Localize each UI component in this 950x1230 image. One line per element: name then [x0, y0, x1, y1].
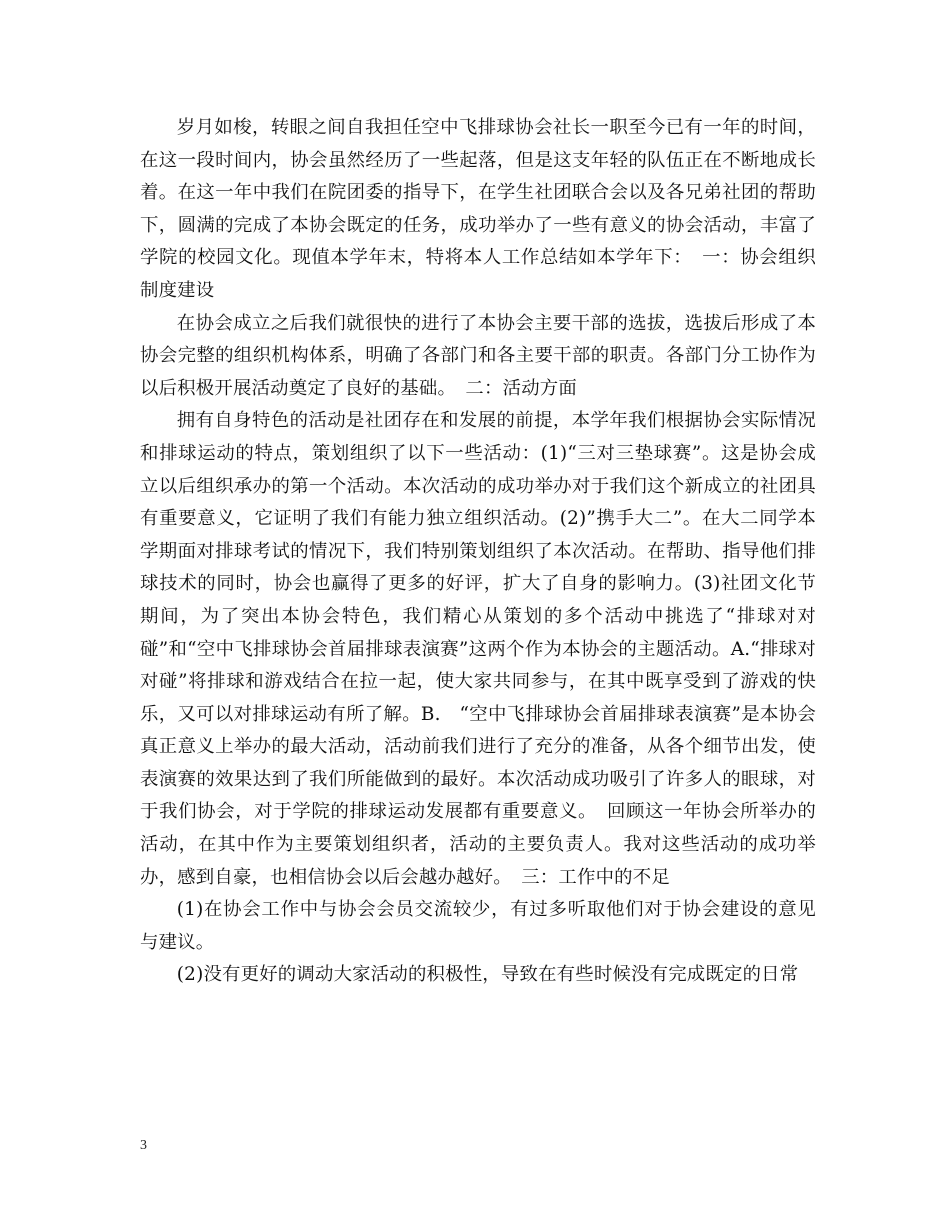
paragraph-shortcoming-2: (2)没有更好的调动大家活动的积极性，导致在有些时候没有完成既定的日常 [176, 964, 799, 986]
document-body [140, 112, 816, 992]
paragraph-activities: 拥有自身特色的活动是社团存在和发展的前提，本学年我们根据协会实际情况和排球运动的特点，策划组织了以下一些活动：(1)“三对三垫球赛”。这是协会成立以后组织承办的第一个活动。本次活动的成功举办对于我们这个新成立的社团具有重要意义，它证明了我们有能力独立组织活动。(2)”携手大二”。在大二同学本学期面对排球考试的情况下，我们特别策划组织了本次活动。在帮助、指导他们排球技术的同时，协会也赢得了更多的好评，扩大了自身的影响力。(3)社团文化节期间，为了突出本协会特色，我们精心从策划的多个活动中挑选了“排球对对碰”和“空中飞排球协会首届排球表演赛”这两个作为本协会的主题活动。A.“排球对对碰”将排球和游戏结合在拉一起，使大家共同参与，在其中既享受到了游戏的快乐，又可以对排球运动有所了解。B. “空中飞排球协会首届排球表演赛”是本协会真正意义上举办的最大活动，活动前我们进行了充分的准备，从各个细节出发，使表演赛的效果达到了我们所能做到的最好。本次活动成功吸引了许多人的眼球，对于我们协会，对于学院的排球运动发展都有重要意义。 回顾这一年协会所举办的活动，在其中作为主要策划组织者，活动的主要负责人。我对这些活动的成功举办，感到自豪，也相信协会以后会越办越好。 三：工作中的不足 [140, 410, 816, 888]
page-number: 3 [140, 1138, 147, 1153]
paragraph-organization: 在协会成立之后我们就很快的进行了本协会主要干部的选拔，选拔后形成了本协会完整的组织机构体系，明确了各部门和各主要干部的职责。各部门分工协作为以后积极开展活动奠定了良好的基础。 二：活动方面 [140, 312, 816, 399]
paragraph-intro: 岁月如梭，转眼之间自我担任空中飞排球协会社长一职至今已有一年的时间，在这一段时间内，协会虽然经历了一些起落，但是这支年轻的队伍正在不断地成长着。在这一年中我们在院团委的指导下，在学生社团联合会以及各兄弟社团的帮助下，圆满的完成了本协会既定的任务，成功举办了一些有意义的协会活动，丰富了学院的校园文化。现值本学年末，特将本人工作总结如本学年下： 一：协会组织制度建设 [140, 117, 816, 301]
paragraph-shortcoming-1: (1)在协会工作中与协会会员交流较少，有过多听取他们对于协会建设的意见与建议。 [140, 899, 816, 953]
